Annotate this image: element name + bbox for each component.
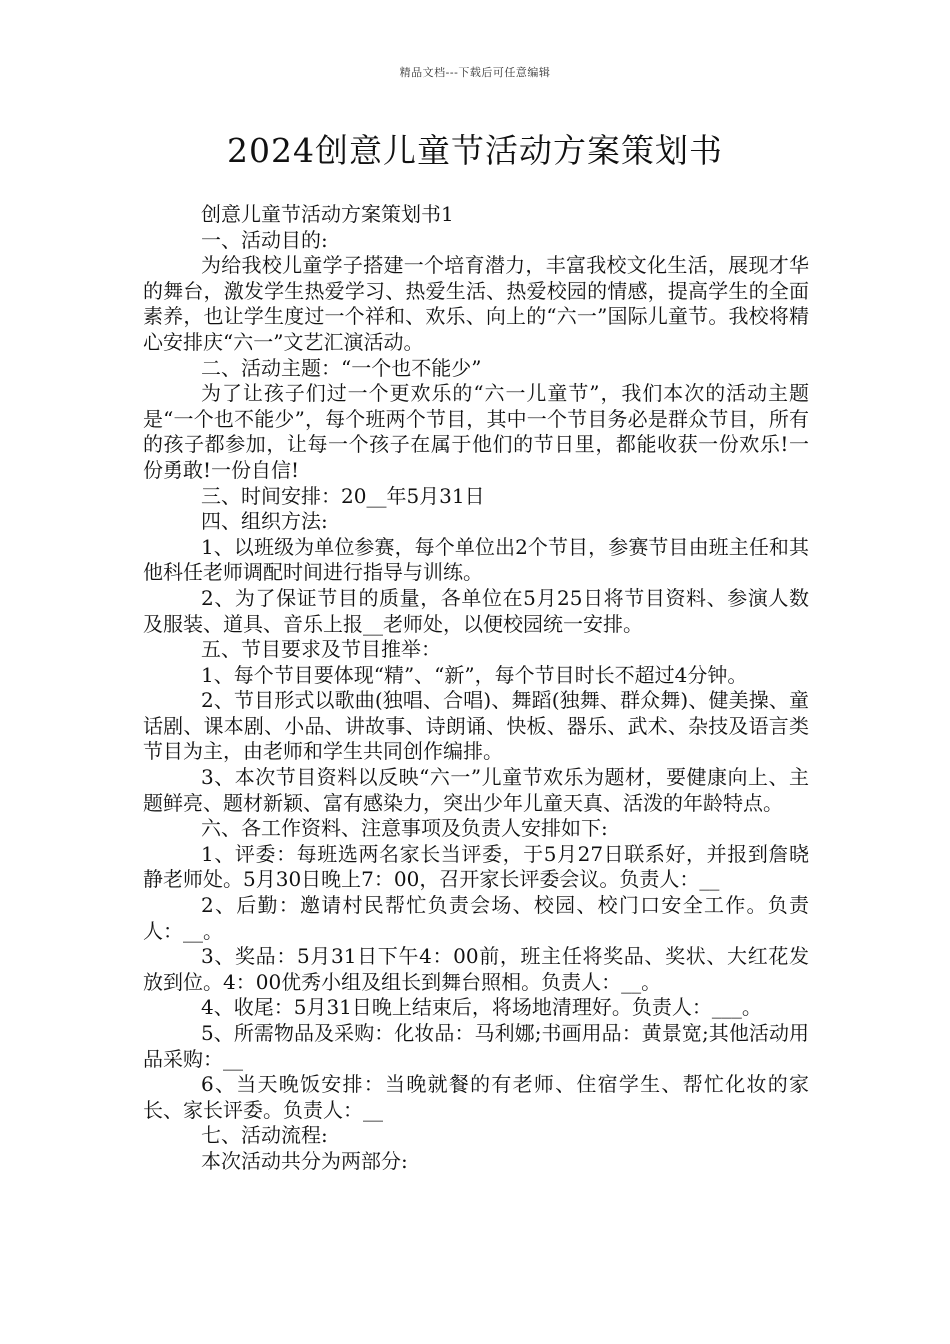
document-body — [143, 202, 809, 1175]
list-item: 1、评委：每班选两名家长当评委，于5月27日联系好，并报到詹晓静老师处。5月30日晚上7：00，召开家长评委会议。负责人：__ — [143, 841, 809, 892]
list-item: 4、收尾：5月31日晚上结束后，将场地清理好。负责人：___。 — [201, 995, 762, 1020]
paragraph: 为给我校儿童学子搭建一个培育潜力，丰富我校文化生活，展现才华的舞台，激发学生热爱学习、热爱生活、热爱校园的情感，提高学生的全面素养，也让学生度过一个祥和、欢乐、向上的“六一”国际儿童节。我校将精心安排庆“六一”文艺汇演活动。 — [143, 253, 809, 354]
list-item: 2、节目形式以歌曲(独唱、合唱)、舞蹈(独舞、群众舞)、健美操、童话剧、课本剧、小品、讲故事、诗朗诵、快板、器乐、武术、杂技及语言类节目为主，由老师和学生共同创作编排。 — [143, 688, 809, 764]
list-item: 2、后勤：邀请村民帮忙负责会场、校园、校门口安全工作。负责人：__。 — [143, 893, 809, 943]
header-note: 精品文档---下载后可任意编辑 — [399, 66, 551, 79]
section-heading: 四、组织方法: — [201, 509, 328, 534]
paragraph: 本次活动共分为两部分: — [201, 1148, 408, 1173]
list-item: 3、本次节目资料以反映“六一”儿童节欢乐为题材，要健康向上、主题鲜亮、题材新颖、富有感染力，突出少年儿童天真、活泼的年龄特点。 — [143, 765, 809, 815]
paragraph: 创意儿童节活动方案策划书1 — [201, 202, 454, 226]
list-item: 6、当天晚饭安排：当晚就餐的有老师、住宿学生、帮忙化妆的家长、家长评委。负责人：__ — [143, 1072, 809, 1122]
document-title: 2024创意儿童节活动方案策划书 — [227, 131, 723, 170]
section-heading: 三、时间安排：20__年5月31日 — [201, 483, 485, 508]
list-item: 1、以班级为单位参赛，每个单位出2个节目，参赛节目由班主任和其他科任老师调配时间进行指导与训练。 — [143, 534, 809, 585]
list-item: 3、奖品：5月31日下午4：00前，班主任将奖品、奖状、大红花发放到位。4：00优秀小组及组长到舞台照相。负责人：__。 — [143, 944, 809, 994]
section-heading: 二、活动主题：“一个也不能少” — [201, 355, 482, 380]
list-item: 2、为了保证节目的质量，各单位在5月25日将节目资料、参演人数及服装、道具、音乐上报__老师处，以便校园统一安排。 — [143, 585, 809, 636]
list-item: 5、所需物品及采购：化妆品：马利娜;书画用品：黄景宽;其他活动用品采购：__ — [143, 1021, 809, 1071]
section-heading: 六、各工作资料、注意事项及负责人安排如下: — [201, 816, 608, 841]
section-heading: 五、节目要求及节目推举： — [201, 637, 441, 662]
paragraph: 为了让孩子们过一个更欢乐的“六一儿童节”，我们本次的活动主题是“一个也不能少”，每个班两个节目，其中一个节目务必是群众节目，所有的孩子都参加，让每一个孩子在属于他们的节日里，都能收获一份欢乐!一份勇敢!一份自信! — [143, 381, 809, 482]
list-item: 1、每个节目要体现“精”、“新”，每个节目时长不超过4分钟。 — [201, 662, 748, 687]
section-heading: 七、活动流程: — [201, 1123, 328, 1148]
section-heading: 一、活动目的: — [201, 227, 328, 252]
